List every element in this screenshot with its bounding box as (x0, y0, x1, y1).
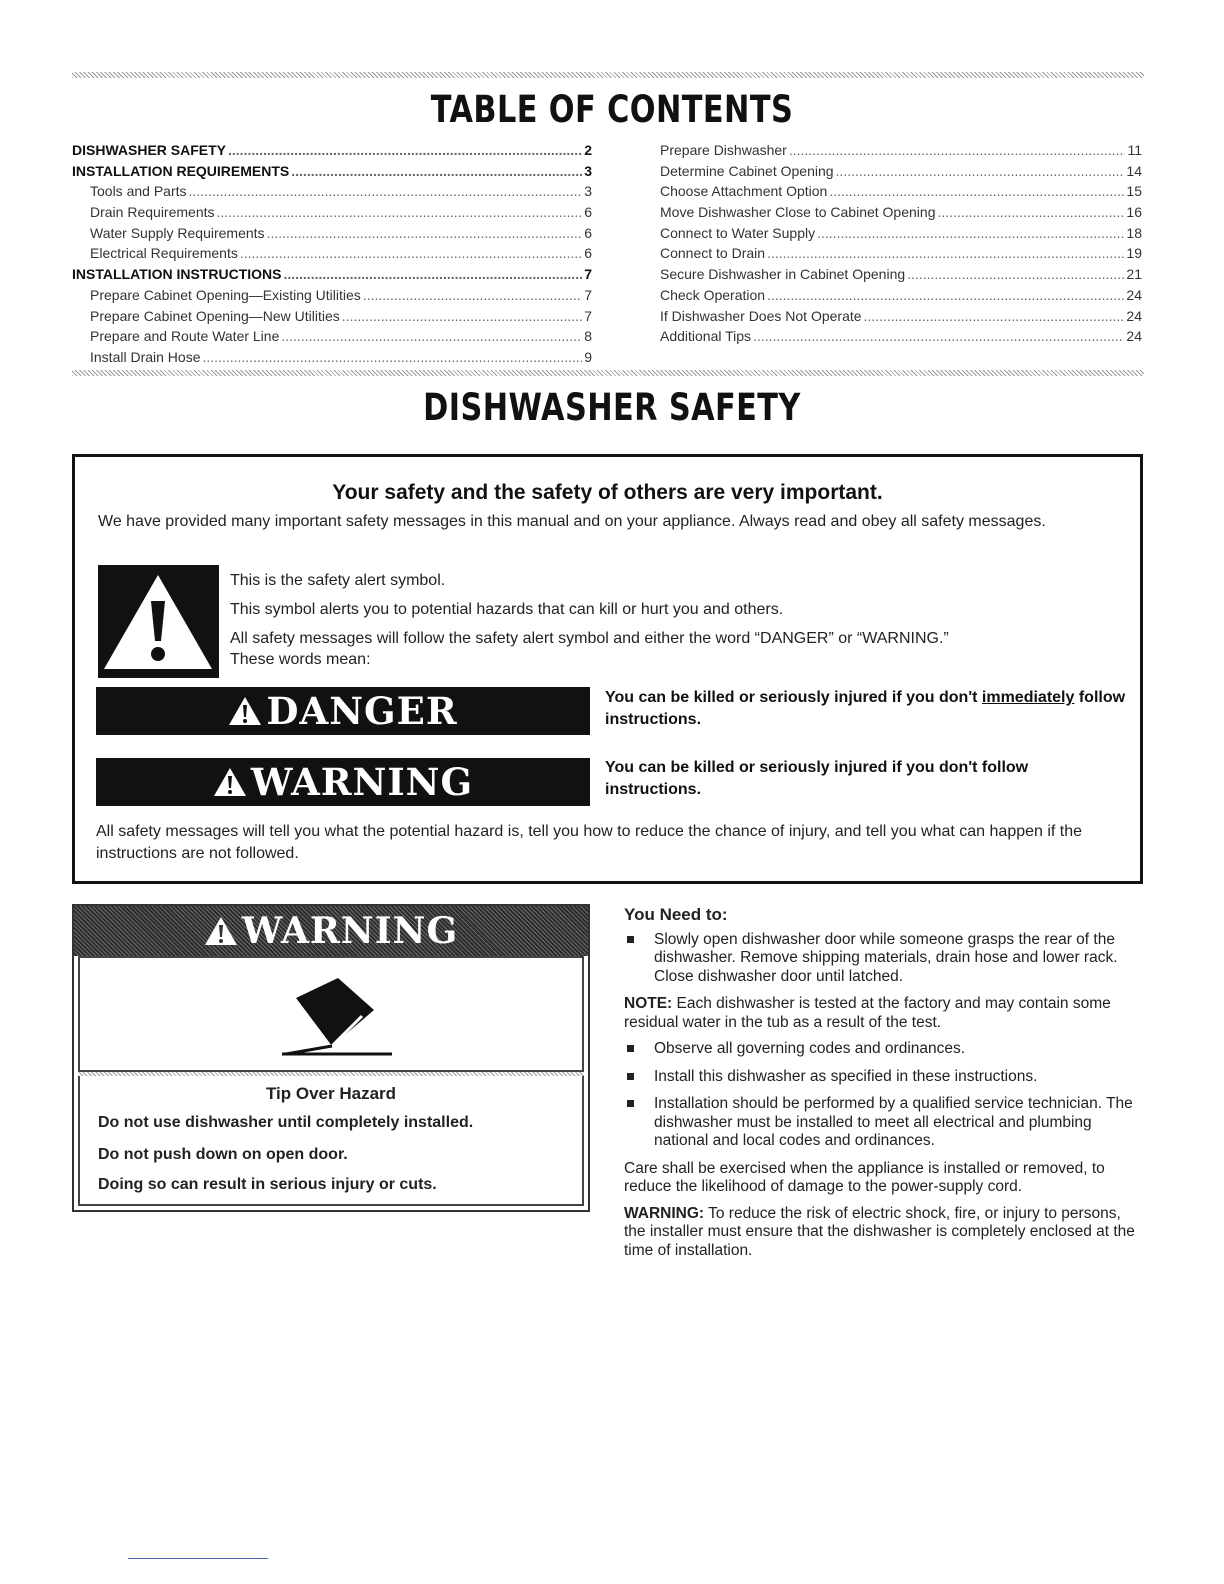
you-need-to-section (624, 906, 1144, 1268)
toc-title: TABLE OF CONTENTS (430, 88, 794, 131)
toc-entry-page: 11 (1127, 142, 1142, 158)
toc-entry[interactable] (642, 245, 1142, 266)
toc-entry[interactable] (642, 163, 1142, 184)
alert-triangle-icon (213, 767, 247, 797)
toc-entry-page: 15 (1126, 183, 1142, 200)
toc-entry-page: 19 (1126, 245, 1142, 262)
toc-entry-label: Additional Tips (660, 328, 752, 345)
toc-entry[interactable] (72, 183, 592, 204)
toc-entry-page: 14 (1126, 162, 1142, 179)
tip-over-header (74, 906, 588, 956)
toc-leader-dots (789, 142, 1126, 158)
toc-entry-label: Connect to Drain (660, 245, 766, 262)
toc-leader-dots (937, 204, 1124, 220)
footer-line (128, 1558, 268, 1559)
tip-over-line: Doing so can result in serious injury or cuts. (98, 1176, 437, 1193)
toc-leader-dots (817, 225, 1124, 241)
safety-outro: All safety messages will tell you what the potential hazard is, tell you how to reduce the chance of injury, and tell you what can happen if the instructions are not followed. (96, 823, 1083, 862)
toc-leader-dots (291, 163, 582, 179)
toc-entry-label: Drain Requirements (90, 204, 215, 221)
toc-entry-label: Prepare and Route Water Line (90, 328, 280, 345)
safety-alert-icon (98, 565, 219, 678)
toc-entry[interactable] (642, 308, 1142, 329)
tip-over-line: Do not use dishwasher until completely installed. (98, 1114, 474, 1131)
toc-leader-dots (864, 308, 1125, 324)
note-text: Each dishwasher is tested at the factory and may contain some residual water in the tub as a result of the test. (624, 995, 1111, 1031)
alert-line: This is the safety alert symbol. (230, 572, 446, 589)
toc-entry[interactable] (72, 245, 592, 266)
tip-over-illustration (78, 956, 584, 1072)
tip-over-line: Do not push down on open door. (98, 1146, 348, 1163)
toc-entry-label: Secure Dishwasher in Cabinet Opening (660, 266, 906, 283)
toc-leader-dots (363, 287, 582, 303)
top-divider (72, 72, 1144, 78)
toc-entry-page: 6 (584, 204, 592, 221)
safety-message-box (72, 454, 1143, 884)
toc-entry[interactable] (642, 142, 1142, 163)
toc-entry-label: INSTALLATION REQUIREMENTS (72, 162, 290, 179)
toc-entry-label: Install Drain Hose (90, 348, 201, 365)
toc-entry-label: Move Dishwasher Close to Cabinet Opening (660, 204, 936, 221)
toc-entry-label: INSTALLATION INSTRUCTIONS (72, 266, 282, 283)
toc-entry-label: Check Operation (660, 286, 766, 303)
toc-entry-label: Connect to Water Supply (660, 224, 816, 241)
needs-warning (624, 1205, 1144, 1261)
toc-entry[interactable] (642, 183, 1142, 204)
toc-entry[interactable] (642, 287, 1142, 308)
toc-entry[interactable] (72, 287, 592, 308)
safety-headline: Your safety and the safety of others are very important. (332, 481, 883, 504)
toc-entry-label: Tools and Parts (90, 183, 187, 200)
danger-text-emphasis: immediately (981, 689, 1075, 706)
toc-leader-dots (189, 183, 583, 199)
needs-bullet: Observe all governing codes and ordinances. (624, 1040, 1144, 1059)
toc-leader-dots (767, 245, 1124, 261)
needs-bullet: Install this dishwasher as specified in these instructions. (624, 1068, 1144, 1087)
alert-explanation (230, 571, 949, 672)
toc-leader-dots (228, 142, 582, 158)
alert-triangle-icon (228, 696, 262, 726)
alert-triangle-icon (204, 916, 238, 946)
toc-entry[interactable] (642, 328, 1142, 349)
warning-text-inline: To reduce the risk of electric shock, fire, or injury to persons, the installer must ensure that the dishwasher is completely enclosed at the time of installation. (624, 1204, 1135, 1259)
toc-leader-dots (283, 266, 582, 282)
tip-over-icon (276, 970, 396, 1060)
warning-signal-bar (96, 758, 590, 806)
toc-entry[interactable] (72, 308, 592, 329)
toc-entry-page: 2 (584, 142, 592, 158)
care-paragraph: Care shall be exercised when the appliance is installed or removed, to reduce the likelihood of damage to the power-supply cord. (624, 1159, 1105, 1195)
toc-leader-dots (829, 183, 1124, 199)
toc-entry-label: Prepare Cabinet Opening—Existing Utilities (90, 286, 361, 303)
toc-leader-dots (281, 328, 582, 344)
tip-over-warning-box (72, 904, 590, 1212)
warning-meaning: You can be killed or seriously injured if you don't follow instructions. (605, 759, 1029, 798)
danger-text-part: You can be killed or seriously injured if you don't (605, 689, 982, 706)
alert-line: These words mean: (230, 651, 371, 668)
needs-heading: You Need to: (624, 905, 728, 924)
alert-line: This symbol alerts you to potential hazards that can kill or hurt you and others. (230, 601, 784, 618)
toc-left-column (72, 142, 592, 370)
toc-leader-dots (767, 287, 1124, 303)
toc-leader-dots (203, 349, 583, 365)
toc-leader-dots (240, 245, 582, 261)
toc-entry-page: 6 (584, 224, 592, 241)
toc-entry[interactable] (72, 204, 592, 225)
toc-entry[interactable] (642, 266, 1142, 287)
toc-entry-page: 3 (584, 183, 592, 200)
toc-entry[interactable] (72, 266, 592, 287)
tip-over-header-label: WARNING (241, 910, 459, 952)
toc-entry-page: 7 (584, 286, 592, 303)
warning-label: WARNING (250, 760, 474, 804)
toc-entry[interactable] (642, 225, 1142, 246)
toc-entry-page: 21 (1126, 266, 1142, 283)
safety-title: DISHWASHER SAFETY (423, 386, 801, 429)
tip-over-hazard-title: Tip Over Hazard (265, 1084, 397, 1103)
needs-bullet: Installation should be performed by a qualified service technician. The dishwasher must be installed to meet all electrical and plumbing national and local codes and ordinances. (624, 1095, 1144, 1151)
toc-entry-page: 16 (1126, 204, 1142, 221)
toc-entry-page: 6 (584, 245, 592, 262)
danger-meaning (605, 687, 1135, 731)
toc-leader-dots (753, 328, 1124, 344)
toc-entry[interactable] (642, 204, 1142, 225)
toc-entry-page: 7 (584, 266, 592, 283)
danger-label: DANGER (266, 689, 458, 733)
toc-entry-page: 9 (584, 348, 592, 365)
tip-over-text (78, 1076, 584, 1206)
toc-entry-page: 8 (584, 328, 592, 345)
toc-leader-dots (217, 204, 583, 220)
alert-line: All safety messages will follow the safety alert symbol and either the word “DANGER” or “WARNING.” (230, 630, 949, 647)
toc-leader-dots (907, 266, 1124, 282)
toc-right-column (642, 142, 1142, 349)
toc-entry-label: DISHWASHER SAFETY (72, 142, 227, 158)
toc-entry-label: Choose Attachment Option (660, 183, 828, 200)
toc-leader-dots (267, 225, 583, 241)
toc-entry[interactable] (72, 142, 592, 163)
needs-bullet: Slowly open dishwasher door while someone grasps the rear of the dishwasher. Remove shipping materials, drain hose and lower rack. Close dishwasher door until latched. (624, 931, 1144, 987)
toc-entry-label: Prepare Dishwasher (660, 142, 787, 158)
danger-text-part: follow instructions. (605, 689, 1126, 728)
toc-entry-label: If Dishwasher Does Not Operate (660, 307, 862, 324)
note-label: NOTE: (624, 995, 673, 1012)
toc-entry[interactable] (72, 163, 592, 184)
safety-intro: We have provided many important safety messages in this manual and on your appliance. Always read and obey all safety messages. (98, 513, 1046, 530)
toc-leader-dots (836, 163, 1125, 179)
toc-entry-page: 24 (1126, 328, 1142, 345)
danger-signal-bar (96, 687, 590, 735)
toc-entry-page: 3 (584, 162, 592, 179)
toc-entry-page: 24 (1126, 286, 1142, 303)
toc-entry-label: Determine Cabinet Opening (660, 162, 834, 179)
toc-entry-label: Water Supply Requirements (90, 224, 265, 241)
toc-entry-label: Prepare Cabinet Opening—New Utilities (90, 307, 340, 324)
toc-entry-page: 18 (1126, 224, 1142, 241)
toc-entry-page: 7 (584, 307, 592, 324)
needs-note (624, 995, 1144, 1032)
toc-entry[interactable] (72, 349, 592, 370)
toc-entry[interactable] (72, 225, 592, 246)
toc-leader-dots (342, 308, 582, 324)
toc-entry-label: Electrical Requirements (90, 245, 238, 262)
warning-label-inline: WARNING: (624, 1204, 705, 1222)
toc-entry-page: 24 (1126, 307, 1142, 324)
toc-entry[interactable] (72, 328, 592, 349)
middle-divider (72, 370, 1144, 376)
